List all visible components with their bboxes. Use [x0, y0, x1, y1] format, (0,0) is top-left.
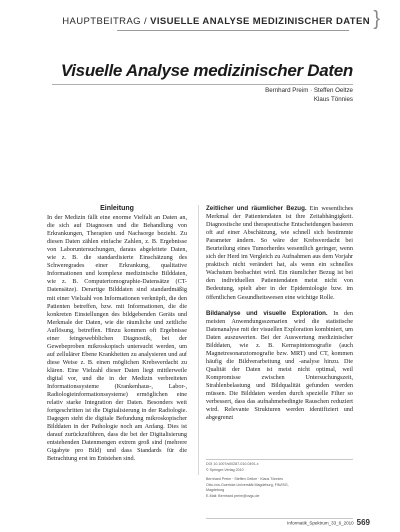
email-text: E-Mail: Bernhard.preim@ovgu.de: [206, 493, 260, 498]
column-divider: [198, 205, 199, 475]
paragraph-text: Ein wesentliches Merkmal der Patientendaten ist ihre Zeitabhängigkeit. Diagnostische und therapeutische Entscheidungen basieren oft auf einer Abschätzung, wie schnell sich bestimmte Parameter ändern. So wäre der Krebsverdacht bei Beurteilung eines Tumorherdes wesentlich geringer, wenn sich der Herd im Vergleich zu Aufnahmen aus dem Vorjahr praktisch nicht verändert hat, als wenn ein schnelles Wachstum beobachtet wird. Ein räumlicher Bezug ist bei den individuellen Patientendaten meist nicht von Bedeutung, spielt aber in der Epidemiologie bzw. im öffentlichen Gesundheitswesen eine wichtige Rolle.: [206, 205, 353, 301]
page-number: 569: [356, 518, 370, 528]
right-column: [206, 205, 353, 422]
body-paragraph: In der Medizin fällt eine enorme Vielfalt an Daten an, die sich auf Diagnosen und die Behandlung von Erkrankungen, Therapien und Nachsorge bezieht. Zu diesen Daten zählen einfache Zahlen, z. B. Ergebnisse von Laboruntersuchungen, daraus abgeleitete Daten, wie z. B. die standardisierte Einschätzung des Schweregrades einer Erkrankung, qualitative Informationen und komplexe medizinische Bilddaten, wie z. B. Computertomographie-Datensätze (CT-Datensätze). Derartige Bilddaten sind standardmäßig mit einer Vielzahl von Informationen verknüpft, die den Patienten betreffen, bzw. mit Informationen, die die konkreten Einstellungen des bildgebenden Geräts und Merkmale der Daten, wie die räumliche und zeitliche Auflösung, betreffen. Hinzu kommen oft Ergebnisse einer feingewebblichen Diagnostik, bei der Gewebeproben mikroskopisch untersucht werden, um auf zellulärer Ebene Krankheiten zu analysieren und auf diese Weise z. B. einen möglichen Krebsverdacht zu klären. Eine Vielzahl dieser Daten liegt mittlerweile digital vor, und die in der Medizin verbreiteten Informationssysteme (Krankenhaus-, Labor-, Radiologieinformationssysteme) ermöglichen eine relativ starke Integration der Daten. Besonders weit fortgeschritten ist die Digitalisierung in der Radiologie. Dagegen steht die digitale Befundung mikroskopischer Bilddaten in der Pathologie noch am Anfang. Dies ist darauf zurückzuführen, dass die bei der Digitalisierung entstehenden Datenmengen extrem groß sind (mehrere Gigabyte pro Bild) und dass Standards für die Betrachtung erst im Entstehen sind.: [47, 214, 187, 463]
author-list: [153, 86, 353, 104]
footnote-rule: [206, 459, 353, 460]
header-rule: [117, 30, 349, 31]
paragraph-text: In den meisten Anwendungsszenarien wird die statistische Datenanalyse mit der visuellen Exploration kombiniert, um Daten auszuwerten. Bei der Auswertung medizinischer Bilddaten, wie z. B. Kernspintomografie (auch Magnetresonanztomografie bzw. MRT) und CT, kommen häufig die Bildverarbeitung und -analyse hinzu. Die Qualität der Daten ist meist nicht optimal, weil Kompromisse zwischen Untersuchungszeit, Strahlenbelastung und Bildqualität gefunden werden müssen. Die Bilddaten werden durch spezielle Filter so verbessert, dass das aufnahmebedingte Rauschen reduziert wird. Relevante Strukturen werden identifiziert und abgegrenzt: [206, 309, 353, 422]
section-kicker: [62, 16, 370, 27]
article-title: Visuelle Analyse medizinischer Daten: [60, 61, 353, 80]
header-section: VISUELLE ANALYSE MEDIZINISCHER DATEN: [150, 16, 370, 27]
affiliation-line: Magdeburg: [206, 488, 225, 493]
header-category: HAUPTBEITRAG: [62, 16, 141, 27]
header-separator: /: [140, 16, 151, 27]
title-rule: [52, 84, 353, 85]
affiliation-line: Otto-von-Guericke-Universität Magdeburg, FIN/ISG,: [206, 482, 289, 487]
affiliation-line: Bernhard Preim · Steffen Oeltze · Klaus Tönnies: [206, 477, 283, 482]
body-paragraph: [206, 310, 353, 423]
body-paragraph: [206, 205, 353, 302]
doi-text: DOI 10.1007/s00287-010-0491-x: [206, 462, 259, 466]
section-heading-einleitung: Einleitung: [100, 205, 134, 212]
article-footnote: [206, 462, 356, 500]
run-in-heading: Bildanalyse und visuelle Exploration.: [206, 309, 328, 317]
journal-reference: Informatik_Spektrum_33_6_2010: [287, 520, 354, 526]
page-footer: [287, 514, 370, 532]
author-line: Klaus Tönnies: [313, 96, 353, 103]
left-column: [47, 205, 187, 464]
header-brace-ornament: }: [373, 8, 380, 30]
copyright-text: © Springer-Verlag 2010: [206, 467, 244, 472]
author-line: Bernhard Preim · Steffen Oeltze: [265, 87, 353, 94]
run-in-heading: Zeitlicher und räumlicher Bezug.: [206, 205, 307, 212]
